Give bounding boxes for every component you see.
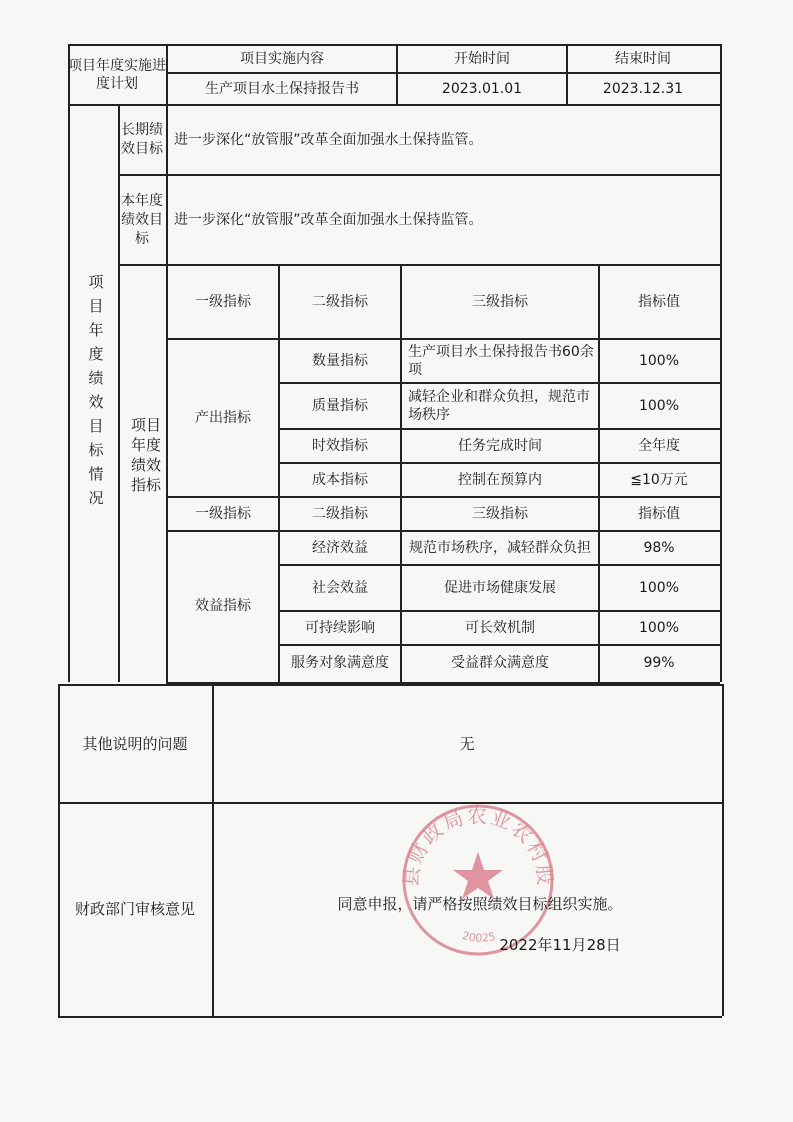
header-content: 项目实施内容 bbox=[240, 51, 324, 67]
ind-header-level1: 一级指标 bbox=[195, 506, 251, 522]
review-label: 财政部门审核意见 bbox=[74, 900, 195, 918]
output-level3: 生产项目水土保持报告书60余项 bbox=[408, 344, 594, 378]
benefit-value: 98% bbox=[643, 540, 675, 556]
grid-line bbox=[720, 44, 722, 682]
output-level3: 任务完成时间 bbox=[458, 438, 542, 454]
benefit-level2: 可持续影响 bbox=[305, 620, 375, 636]
benefit-level2: 社会效益 bbox=[312, 580, 368, 596]
schedule-content: 生产项目水土保持报告书 bbox=[205, 81, 359, 97]
ind-header-level2: 二级指标 bbox=[312, 294, 368, 310]
benefit-level2: 经济效益 bbox=[312, 540, 368, 556]
schedule-start: 2023.01.01 bbox=[441, 81, 523, 97]
output-level3: 减轻企业和群众负担，规范市场秩序 bbox=[408, 389, 590, 423]
output-value: 100% bbox=[638, 398, 680, 414]
benefit-value: 99% bbox=[643, 655, 675, 671]
grid-line bbox=[58, 1016, 722, 1018]
benefit-value: 100% bbox=[638, 620, 680, 636]
benefit-label: 效益指标 bbox=[195, 598, 251, 614]
benefit-level3: 促进市场健康发展 bbox=[444, 580, 556, 596]
seal-text: 县财政局农业农村股 bbox=[398, 803, 558, 888]
long-term-label: 长期绩效目标 bbox=[121, 122, 163, 157]
grid-line bbox=[68, 44, 70, 682]
benefit-level2: 服务对象满意度 bbox=[291, 655, 389, 671]
benefit-level3: 受益群众满意度 bbox=[451, 655, 549, 671]
other-value: 无 bbox=[459, 735, 475, 753]
schedule-label: 项目年度实施进度计划 bbox=[68, 58, 166, 92]
schedule-end: 2023.12.31 bbox=[602, 81, 684, 97]
grid-line bbox=[58, 684, 722, 686]
ind-header-level3: 三级指标 bbox=[472, 294, 528, 310]
header-start: 开始时间 bbox=[454, 51, 510, 67]
ind-header-level3: 三级指标 bbox=[472, 506, 528, 522]
grid-line bbox=[722, 684, 724, 1016]
benefit-level3: 可长效机制 bbox=[465, 620, 535, 636]
output-level2: 质量指标 bbox=[312, 398, 368, 414]
output-value: 100% bbox=[638, 353, 680, 369]
ind-header-level1: 一级指标 bbox=[195, 294, 251, 310]
annual-label: 本年度绩效目标 bbox=[121, 192, 163, 247]
other-label: 其他说明的问题 bbox=[82, 735, 188, 753]
indicators-label: 项目年度绩效指标 bbox=[130, 416, 161, 494]
output-level2: 数量指标 bbox=[312, 353, 368, 369]
output-value: 全年度 bbox=[638, 438, 680, 454]
annual-text: 进一步深化“放管服”改革全面加强水土保持监管。 bbox=[174, 212, 483, 228]
seal-number: 20025 bbox=[460, 928, 497, 945]
header-end: 结束时间 bbox=[615, 51, 671, 67]
ind-header-value: 指标值 bbox=[638, 294, 680, 310]
output-level3: 控制在预算内 bbox=[458, 472, 542, 488]
output-level2: 成本指标 bbox=[312, 472, 368, 488]
review-date: 2022年11月28日 bbox=[499, 936, 621, 954]
ind-header-value: 指标值 bbox=[638, 506, 680, 522]
benefit-level3: 规范市场秩序，减轻群众负担 bbox=[409, 540, 591, 556]
output-level2: 时效指标 bbox=[312, 438, 368, 454]
benefit-value: 100% bbox=[638, 580, 680, 596]
review-opinion: 同意申报，请严格按照绩效目标组织实施。 bbox=[337, 895, 623, 913]
ind-header-level2: 二级指标 bbox=[312, 506, 368, 522]
output-label: 产出指标 bbox=[195, 410, 251, 426]
output-value: ≦10万元 bbox=[630, 472, 688, 488]
long-term-text: 进一步深化“放管服”改革全面加强水土保持监管。 bbox=[174, 132, 483, 148]
goals-section-label: 项目年度绩效目标情况 bbox=[88, 273, 104, 507]
